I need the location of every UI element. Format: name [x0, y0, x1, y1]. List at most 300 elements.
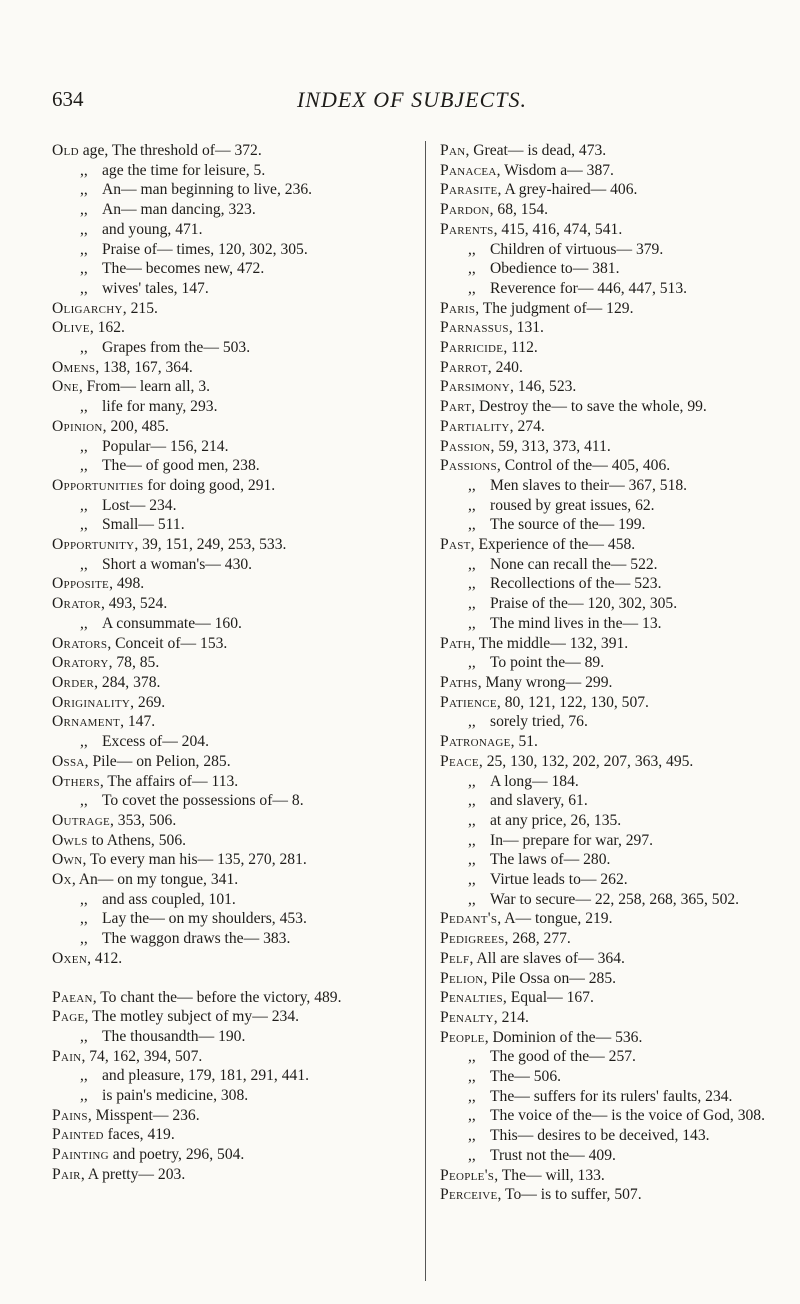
ditto-mark: ,,	[468, 890, 476, 908]
index-entry	[52, 870, 408, 890]
entry-headword: Own	[52, 851, 83, 869]
entry-headword: Pedant's	[440, 910, 498, 928]
entry-text: , Pile Ossa on— 285.	[483, 969, 617, 987]
entry-text: , The middle— 132, 391.	[471, 634, 629, 652]
entry-text: roused by great issues, 62.	[490, 496, 655, 514]
entry-text: , 146, 523.	[510, 378, 577, 396]
entry-headword: Penalties	[440, 989, 503, 1007]
index-entry	[440, 693, 790, 713]
index-entry	[52, 141, 408, 161]
entry-text: , 39, 151, 249, 253, 533.	[134, 536, 287, 554]
index-subentry	[440, 1047, 790, 1067]
entry-text: A consummate— 160.	[102, 614, 242, 632]
index-entry	[52, 417, 408, 437]
entry-text: The— 506.	[490, 1068, 562, 1086]
entry-text: , Wisdom a— 387.	[496, 161, 614, 179]
index-subentry	[440, 515, 790, 535]
entry-text: Grapes from the— 503.	[102, 339, 251, 357]
ditto-mark: ,,	[468, 260, 476, 278]
index-entry	[52, 673, 408, 693]
index-entry	[440, 397, 790, 417]
entry-headword: Order	[52, 673, 95, 691]
ditto-mark: ,,	[468, 516, 476, 534]
ditto-mark: ,,	[80, 279, 88, 297]
entry-text: and young, 471.	[102, 220, 203, 238]
entry-text: , A pretty— 203.	[80, 1165, 186, 1183]
index-subentry	[52, 200, 408, 220]
index-entry	[440, 949, 790, 969]
entry-text: , 162.	[89, 319, 125, 337]
ditto-mark: ,,	[468, 1127, 476, 1145]
entry-text: faces, 419.	[103, 1126, 175, 1144]
ditto-mark: ,,	[80, 555, 88, 573]
entry-text: Lay the— on my shoulders, 453.	[102, 910, 307, 928]
entry-text: , To— is to suffer, 507.	[497, 1186, 642, 1204]
entry-text: sorely tried, 76.	[490, 713, 588, 731]
entry-headword: People's	[440, 1166, 495, 1184]
entry-headword: Old	[52, 142, 79, 159]
index-subentry	[440, 653, 790, 673]
ditto-mark: ,,	[468, 654, 476, 672]
entry-text: To covet the possessions of— 8.	[102, 792, 304, 810]
index-subentry	[440, 614, 790, 634]
index-subentry	[440, 279, 790, 299]
entry-headword: Pardon	[440, 201, 490, 219]
entry-text: The source of the— 199.	[490, 516, 646, 534]
ditto-mark: ,,	[468, 831, 476, 849]
index-entry	[440, 417, 790, 437]
entry-text: , 415, 416, 474, 541.	[493, 220, 623, 238]
entry-text: age, The threshold of— 372.	[78, 142, 262, 159]
entry-text: , A grey-haired— 406.	[497, 181, 638, 199]
ditto-mark: ,,	[80, 516, 88, 534]
entry-headword: People	[440, 1028, 485, 1046]
index-subentry	[440, 831, 790, 851]
entry-text: , To chant the— before the victory, 489.	[92, 988, 342, 1006]
entry-text: , Pile— on Pelion, 285.	[84, 752, 231, 770]
entry-text: , The— will, 133.	[494, 1166, 605, 1184]
index-entry	[52, 1106, 408, 1126]
entry-headword: Pain	[52, 1047, 82, 1065]
ditto-mark: ,,	[468, 1048, 476, 1066]
entry-text: The waggon draws the— 383.	[102, 930, 291, 948]
entry-text: , 412.	[87, 949, 123, 967]
index-entry	[440, 535, 790, 555]
entry-text: , 353, 506.	[109, 811, 177, 829]
entry-text: for doing good, 291.	[143, 476, 276, 494]
entry-text: , 74, 162, 394, 507.	[81, 1047, 203, 1065]
index-entry	[440, 1008, 790, 1028]
ditto-mark: ,,	[468, 772, 476, 790]
entry-headword: Parents	[440, 220, 494, 238]
entry-text: Recollections of the— 523.	[490, 575, 662, 593]
ditto-mark: ,,	[80, 1027, 88, 1045]
entry-text: , Equal— 167.	[502, 989, 594, 1007]
index-subentry	[440, 1146, 790, 1166]
entry-text: , Great— is dead, 473.	[465, 142, 607, 159]
index-entry	[440, 180, 790, 200]
entry-text: , To every man his— 135, 270, 281.	[82, 851, 307, 869]
index-entry	[52, 634, 408, 654]
entry-text: An— man beginning to live, 236.	[102, 181, 313, 199]
entry-headword: Pair	[52, 1165, 81, 1183]
index-column-right	[430, 141, 790, 1205]
entry-text: to Athens, 506.	[87, 831, 187, 849]
ditto-mark: ,,	[80, 240, 88, 258]
ditto-mark: ,,	[80, 339, 88, 357]
entry-headword: Opportunity	[52, 536, 135, 554]
entry-headword: Part	[440, 398, 472, 416]
entry-headword: Paris	[440, 299, 476, 317]
entry-text: , 274.	[509, 417, 545, 435]
entry-text: To point the— 89.	[490, 654, 605, 672]
index-entry	[440, 1166, 790, 1186]
entry-headword: Penalty	[440, 1008, 494, 1026]
entry-headword: Passions	[440, 457, 497, 475]
entry-headword: Omens	[52, 358, 96, 376]
index-entry	[52, 1145, 408, 1165]
index-entry	[440, 377, 790, 397]
ditto-mark: ,,	[80, 910, 88, 928]
entry-text: Small— 511.	[102, 516, 185, 534]
index-subentry	[440, 791, 790, 811]
entry-headword: Past	[440, 536, 471, 554]
entry-headword: Orator	[52, 595, 101, 613]
entry-text: Obedience to— 381.	[490, 260, 620, 278]
entry-text: The mind lives in the— 13.	[490, 614, 662, 632]
index-entry	[440, 299, 790, 319]
ditto-mark: ,,	[80, 1087, 88, 1105]
entry-text: , 25, 130, 132, 202, 207, 363, 495.	[478, 752, 694, 770]
entry-text: , 59, 313, 373, 411.	[490, 437, 611, 455]
index-entry	[52, 358, 408, 378]
index-entry	[440, 220, 790, 240]
entry-text: , 51.	[510, 733, 538, 751]
entry-text: Virtue leads to— 262.	[490, 871, 628, 889]
entry-text: The laws of— 280.	[490, 851, 611, 869]
index-entry	[52, 476, 408, 496]
index-subentry	[52, 180, 408, 200]
entry-text: , All are slaves of— 364.	[469, 949, 625, 967]
ditto-mark: ,,	[80, 201, 88, 219]
entry-text: life for many, 293.	[102, 398, 218, 416]
entry-text: A long— 184.	[490, 772, 579, 790]
index-subentry	[440, 1106, 790, 1126]
entry-text: The— suffers for its rulers' faults, 234.	[490, 1087, 733, 1105]
ditto-mark: ,,	[468, 811, 476, 829]
entry-text: and ass coupled, 101.	[102, 890, 236, 908]
entry-text: , 138, 167, 364.	[95, 358, 193, 376]
entry-headword: Peace	[440, 752, 479, 770]
index-subentry	[52, 259, 408, 279]
entry-headword: Pelion	[440, 969, 484, 987]
ditto-mark: ,,	[468, 1087, 476, 1105]
entry-text: is pain's medicine, 308.	[102, 1087, 249, 1105]
index-entry	[52, 850, 408, 870]
entry-headword: Ossa	[52, 752, 85, 770]
index-column-left	[52, 141, 408, 1185]
index-entry	[440, 909, 790, 929]
entry-text: Short a woman's— 430.	[102, 555, 253, 573]
index-subentry	[52, 1086, 408, 1106]
ditto-mark: ,,	[468, 240, 476, 258]
ditto-mark: ,,	[80, 437, 88, 455]
index-entry	[440, 338, 790, 358]
entry-text: and poetry, 296, 504.	[108, 1146, 245, 1164]
entry-text: , An— on my tongue, 341.	[71, 871, 239, 889]
index-entry	[52, 1165, 408, 1185]
ditto-mark: ,,	[468, 575, 476, 593]
index-entry	[440, 752, 790, 772]
index-subentry	[52, 515, 408, 535]
index-entry	[440, 141, 790, 161]
entry-headword: Parnassus	[440, 319, 509, 337]
index-subentry	[52, 614, 408, 634]
entry-headword: Partiality	[440, 417, 510, 435]
entry-text: , 80, 121, 122, 130, 507.	[496, 693, 649, 711]
ditto-mark: ,,	[468, 713, 476, 731]
entry-text: , 493, 524.	[100, 595, 168, 613]
index-subentry	[52, 338, 408, 358]
index-subentry	[440, 496, 790, 516]
index-entry	[52, 988, 408, 1008]
entry-text: , 240.	[487, 358, 523, 376]
index-subentry	[440, 240, 790, 260]
entry-text: Reverence for— 446, 447, 513.	[490, 279, 688, 297]
entry-headword: Pedigrees	[440, 930, 505, 948]
index-subentry	[52, 890, 408, 910]
index-subentry	[52, 1027, 408, 1047]
entry-text: age the time for leisure, 5.	[102, 161, 266, 179]
entry-headword: Path	[440, 634, 472, 652]
entry-text: and pleasure, 179, 181, 291, 441.	[102, 1067, 310, 1085]
ditto-mark: ,,	[80, 260, 88, 278]
entry-text: Praise of— times, 120, 302, 305.	[102, 240, 308, 258]
entry-headword: Oligarchy	[52, 299, 123, 317]
index-subentry	[440, 850, 790, 870]
index-subentry	[440, 476, 790, 496]
ditto-mark: ,,	[468, 871, 476, 889]
entry-text: Popular— 156, 214.	[102, 437, 229, 455]
index-entry	[440, 358, 790, 378]
index-subentry	[52, 909, 408, 929]
index-entry	[52, 831, 408, 851]
entry-headword: Opposite	[52, 575, 110, 593]
entry-headword: Ornament	[52, 713, 121, 731]
entry-headword: Owls	[52, 831, 88, 849]
ditto-mark: ,,	[468, 496, 476, 514]
index-entry	[52, 594, 408, 614]
entry-text: , Dominion of the— 536.	[484, 1028, 643, 1046]
entry-text: Trust not the— 409.	[490, 1146, 616, 1164]
index-subentry	[440, 1087, 790, 1107]
entry-text: , 68, 154.	[489, 201, 549, 219]
entry-headword: Pains	[52, 1106, 88, 1124]
index-entry	[52, 693, 408, 713]
entry-text: Praise of the— 120, 302, 305.	[490, 595, 678, 613]
entry-headword: Parricide	[440, 339, 504, 357]
index-subentry	[440, 890, 790, 910]
index-entry	[52, 1007, 408, 1027]
index-subentry	[52, 437, 408, 457]
index-entry	[440, 161, 790, 181]
entry-text: War to secure— 22, 258, 268, 365, 502.	[490, 890, 740, 908]
index-subentry	[440, 555, 790, 575]
index-entry	[440, 200, 790, 220]
entry-headword: Pelf	[440, 949, 470, 967]
index-subentry	[52, 791, 408, 811]
index-entry	[52, 772, 408, 792]
ditto-mark: ,,	[80, 890, 88, 908]
entry-text: , 269.	[130, 693, 166, 711]
entry-text: , From— learn all, 3.	[78, 378, 211, 396]
ditto-mark: ,,	[80, 457, 88, 475]
ditto-mark: ,,	[468, 792, 476, 810]
index-entry	[52, 1125, 408, 1145]
entry-text: Excess of— 204.	[102, 733, 209, 751]
index-subentry	[52, 732, 408, 752]
index-subentry	[440, 1067, 790, 1087]
index-subentry	[52, 1066, 408, 1086]
entry-text: An— man dancing, 323.	[102, 201, 256, 219]
index-entry	[440, 634, 790, 654]
index-entry	[440, 673, 790, 693]
ditto-mark: ,,	[80, 161, 88, 179]
entry-headword: Parrot	[440, 358, 488, 376]
ditto-mark: ,,	[80, 496, 88, 514]
index-subentry	[440, 594, 790, 614]
running-title: INDEX OF SUBJECTS.	[296, 87, 528, 112]
index-entry	[440, 456, 790, 476]
entry-text: , 215.	[122, 299, 158, 317]
entry-text: , Experience of the— 458.	[470, 536, 636, 554]
entry-text: , The judgment of— 129.	[475, 299, 634, 317]
index-subentry	[52, 279, 408, 299]
entry-headword: Patronage	[440, 733, 511, 751]
entry-headword: Perceive	[440, 1186, 498, 1204]
index-subentry	[52, 161, 408, 181]
ditto-mark: ,,	[80, 930, 88, 948]
page-header	[52, 87, 772, 117]
index-entry	[52, 752, 408, 772]
ditto-mark: ,,	[80, 792, 88, 810]
entry-text: , 268, 277.	[504, 930, 571, 948]
entry-text: The— of good men, 238.	[102, 457, 260, 475]
entry-headword: Ox	[52, 871, 72, 889]
entry-headword: Outrage	[52, 811, 110, 829]
entry-headword: Passion	[440, 437, 491, 455]
index-subentry	[440, 1126, 790, 1146]
entry-headword: Opinion	[52, 417, 103, 435]
ditto-mark: ,,	[468, 279, 476, 297]
entry-headword: Panacea	[440, 161, 497, 179]
entry-headword: Opportunities	[52, 476, 144, 494]
entry-text: None can recall the— 522.	[490, 555, 658, 573]
entry-text: , Conceit of— 153.	[107, 634, 228, 652]
index-entry	[440, 1185, 790, 1205]
index-entry	[52, 535, 408, 555]
ditto-mark: ,,	[468, 476, 476, 494]
entry-headword: Painting	[52, 1146, 109, 1164]
index-entry	[52, 712, 408, 732]
index-entry	[52, 574, 408, 594]
entry-text: , The affairs of— 113.	[99, 772, 239, 790]
ditto-mark: ,,	[80, 181, 88, 199]
index-subentry	[440, 574, 790, 594]
index-entry	[52, 318, 408, 338]
entry-text: The thousandth— 190.	[102, 1027, 246, 1045]
index-entry	[440, 318, 790, 338]
ditto-mark: ,,	[80, 1067, 88, 1085]
index-subentry	[52, 397, 408, 417]
entry-text: The— becomes new, 472.	[102, 260, 265, 278]
ditto-mark: ,,	[80, 733, 88, 751]
entry-text: , 498.	[109, 575, 145, 593]
index-entry	[440, 437, 790, 457]
index-entry	[440, 732, 790, 752]
entry-headword: Pan	[440, 142, 466, 159]
index-entry	[52, 653, 408, 673]
index-subentry	[52, 496, 408, 516]
index-entry	[440, 929, 790, 949]
entry-headword: Originality	[52, 693, 131, 711]
page-number: 634	[52, 87, 84, 111]
entry-headword: Paths	[440, 673, 478, 691]
index-subentry	[440, 811, 790, 831]
entry-text: Men slaves to their— 367, 518.	[490, 476, 688, 494]
entry-text: Lost— 234.	[102, 496, 177, 514]
column-divider	[425, 141, 426, 1281]
index-entry	[52, 949, 408, 969]
entry-text: , Misspent— 236.	[87, 1106, 200, 1124]
entry-text: , A— tongue, 219.	[497, 910, 613, 928]
entry-text: , Control of the— 405, 406.	[496, 457, 671, 475]
entry-headword: Oxen	[52, 949, 88, 967]
entry-text: , 147.	[120, 713, 156, 731]
entry-text: and slavery, 61.	[490, 792, 588, 810]
entry-text: This— desires to be deceived, 143.	[490, 1127, 710, 1145]
ditto-mark: ,,	[468, 1107, 476, 1125]
entry-headword: Others	[52, 772, 100, 790]
entry-headword: Parasite	[440, 181, 498, 199]
ditto-mark: ,,	[468, 595, 476, 613]
index-subentry	[440, 712, 790, 732]
ditto-mark: ,,	[468, 1068, 476, 1086]
entry-text: , 284, 378.	[94, 673, 161, 691]
index-subentry	[52, 555, 408, 575]
index-entry	[440, 969, 790, 989]
entry-headword: Oratory	[52, 654, 109, 672]
entry-headword: Page	[52, 1008, 85, 1026]
index-entry	[52, 377, 408, 397]
index-entry	[440, 988, 790, 1008]
index-subentry	[440, 259, 790, 279]
index-entry	[52, 299, 408, 319]
ditto-mark: ,,	[80, 220, 88, 238]
entry-text: Children of virtuous— 379.	[490, 240, 664, 258]
entry-headword: Painted	[52, 1126, 104, 1144]
ditto-mark: ,,	[80, 398, 88, 416]
entry-text: , 131.	[508, 319, 544, 337]
entry-text: , 214.	[493, 1008, 529, 1026]
index-subentry	[52, 220, 408, 240]
entry-headword: Orators	[52, 634, 108, 652]
entry-headword: Patience	[440, 693, 497, 711]
index-subentry	[52, 240, 408, 260]
entry-headword: Paean	[52, 988, 93, 1006]
index-subentry	[440, 870, 790, 890]
entry-headword: Olive	[52, 319, 90, 337]
